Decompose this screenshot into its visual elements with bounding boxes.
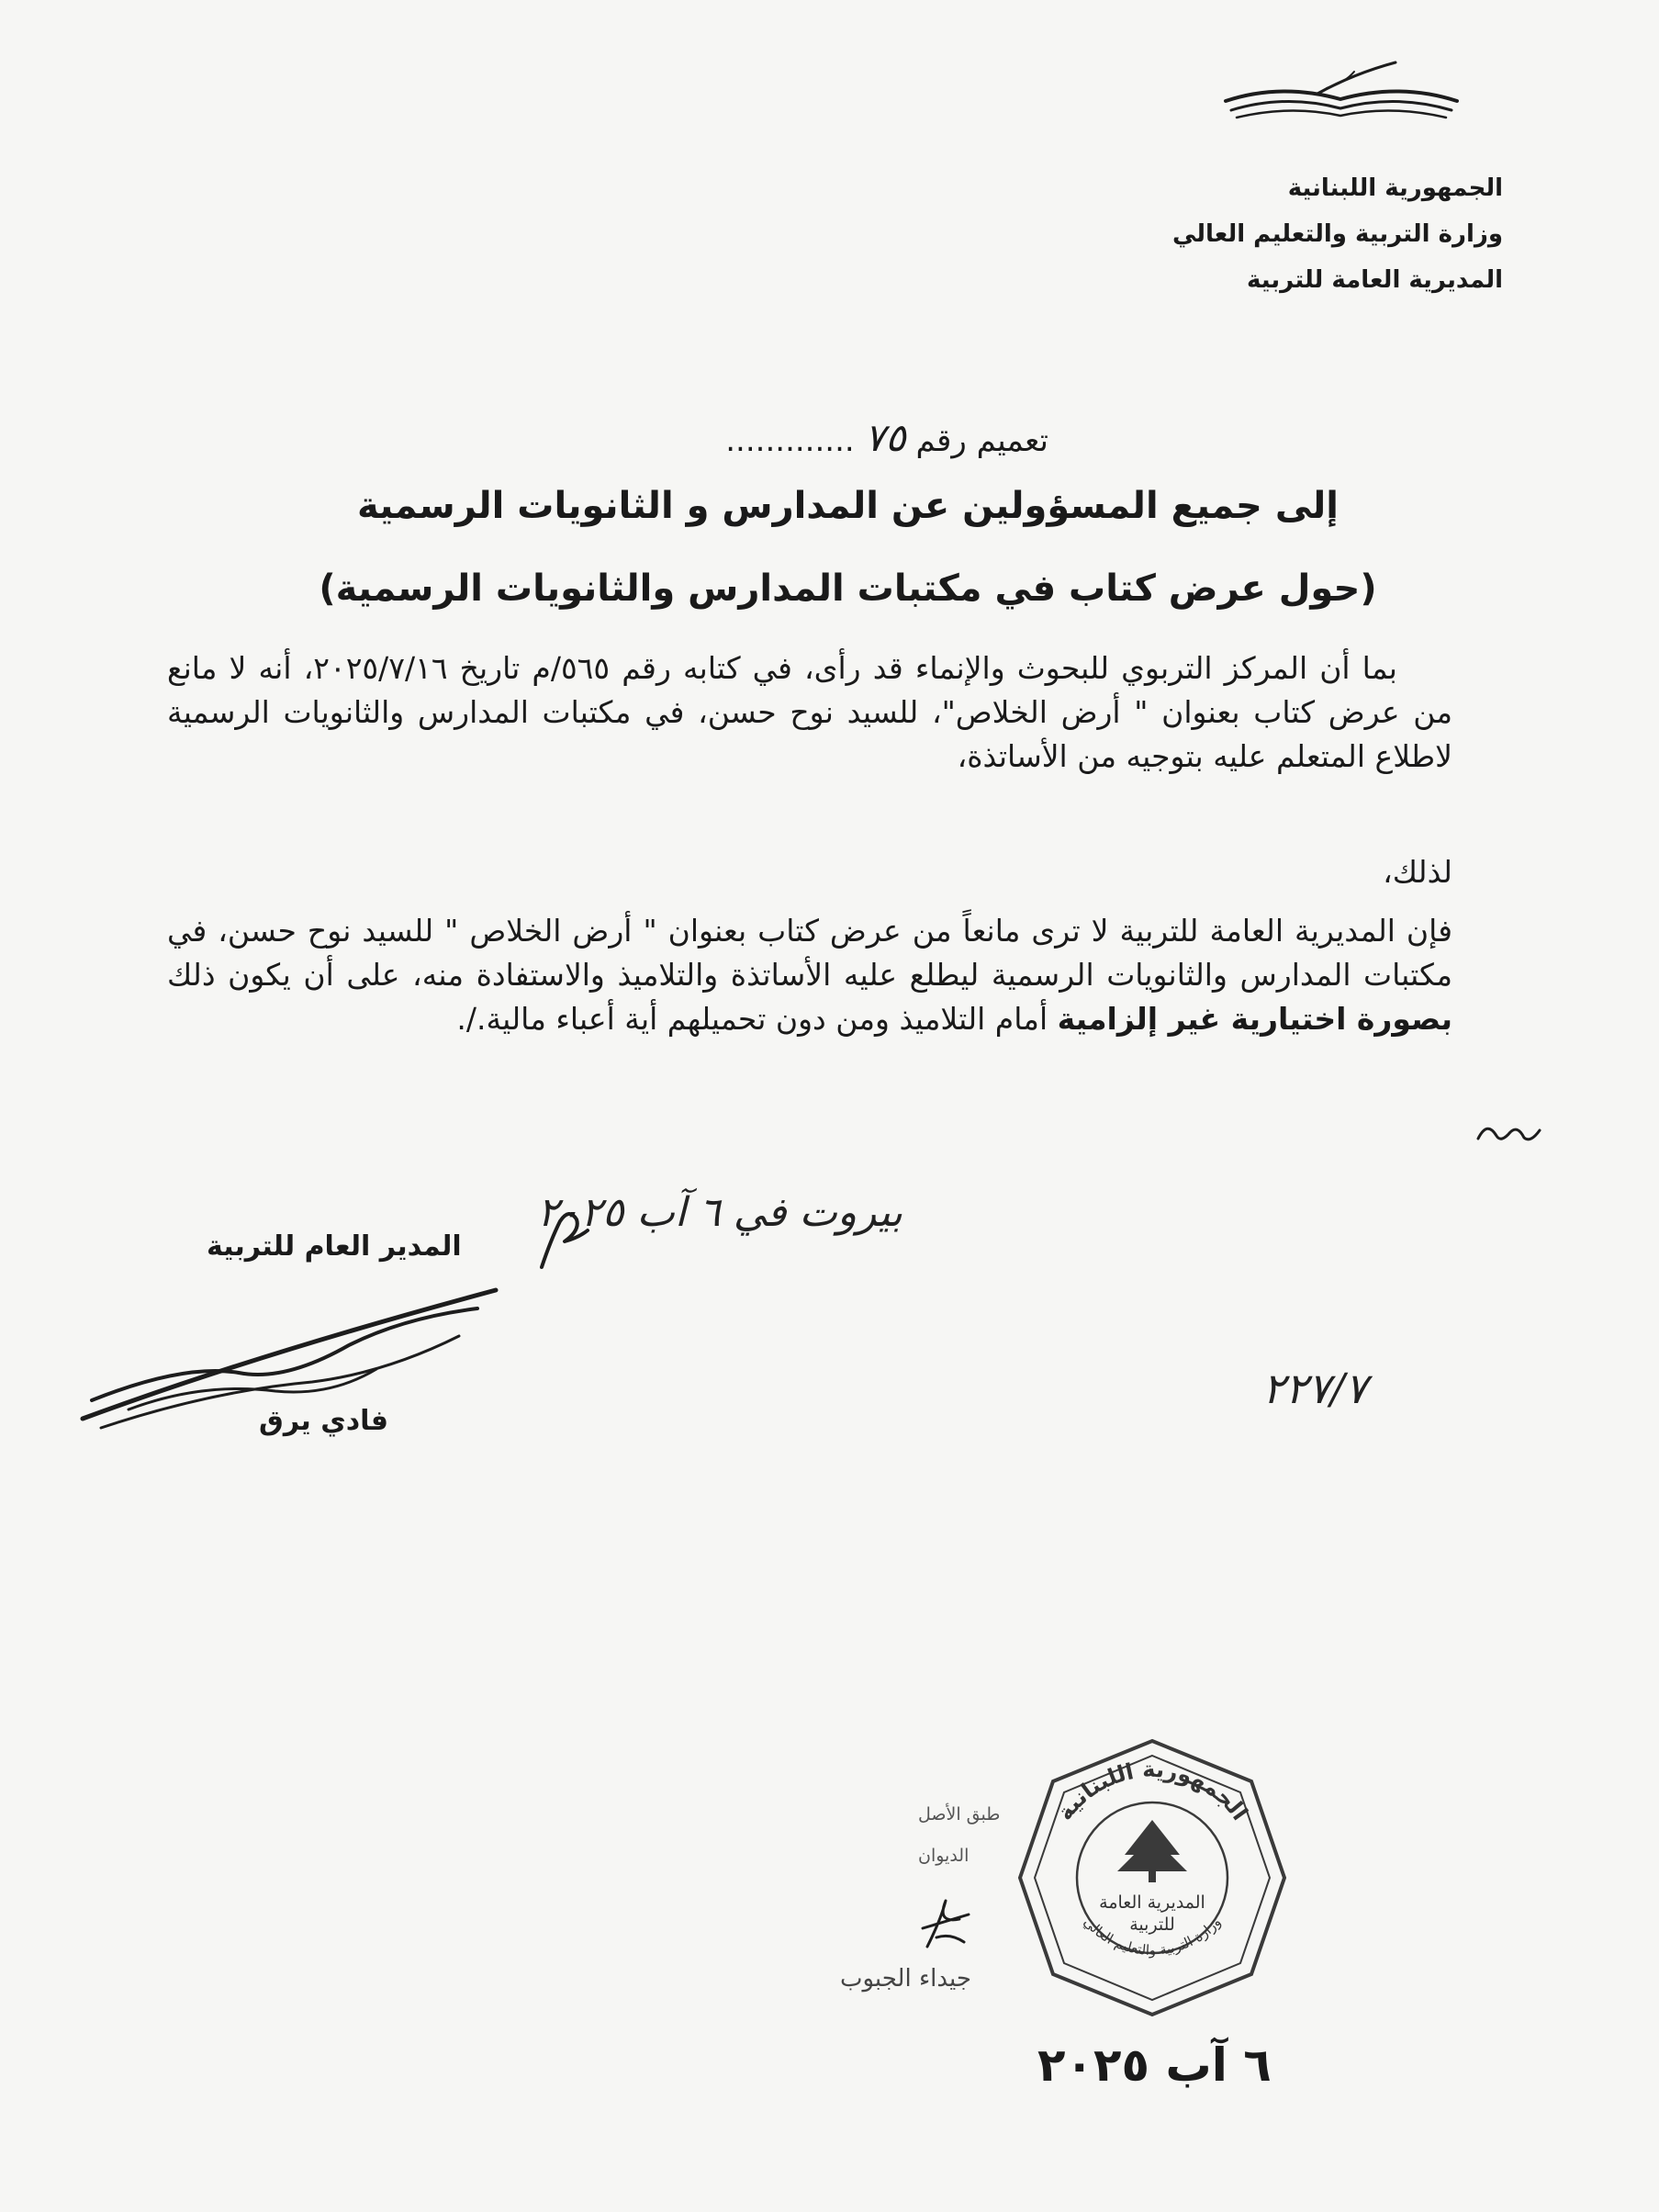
header-line-ministry: وزارة التربية والتعليم العالي	[1171, 220, 1503, 248]
circular-number: ٧٥	[864, 415, 906, 460]
therefore-line: لذلك،	[1383, 854, 1452, 890]
stamp-bottom-ring-text: وزارة التربية والتعليم العالي	[1080, 1914, 1225, 1959]
paragraph-2-start: فإن المديرية العامة للتربية لا ترى مانعاً من عرض كتاب بعنوان " أرض الخلاص " للسيد نوح حسن، في مكتبات المدارس والثانويات الرسمية ليطلع عليه الأساتذة والتلاميذ والاستفادة منه، على أن يكون ذلك	[167, 913, 1452, 993]
clerk-signature	[918, 1892, 973, 1956]
addressee-line: إلى جميع المسؤولين عن المدارس و الثانويات الرسمية	[356, 485, 1340, 527]
stamp-ring-text: الجمهورية اللبنانية	[1051, 1756, 1253, 1825]
body-paragraph-1: بما أن المركز التربوي للبحوث والإنماء قد رأى، في كتابه رقم ٥٦٥/م تاريخ ٢٠٢٥/٧/١٦، أنه لا مانع من عرض كتاب بعنوان " أرض الخلاص"، للسيد نوح حسن، في مكتبات المدارس والثانويات الرسمية لاطلاع المتعلم عليه بتوجيه من الأساتذة،	[167, 650, 1452, 774]
ministry-logo	[1216, 57, 1464, 121]
stamp-label-certified: طبق الأصل	[918, 1804, 1001, 1825]
official-stamp	[1014, 1735, 1290, 2020]
director-title: المدير العام للتربية	[207, 1230, 462, 1263]
margin-initials	[1474, 1116, 1547, 1152]
clerk-name: جيداء الجبوب	[840, 1965, 971, 1993]
stamp-center-line-2: للتربية	[1129, 1914, 1175, 1935]
circular-label: تعميم رقم	[915, 422, 1048, 459]
bottom-date: ٦ آب ٢٠٢٥	[1037, 2038, 1272, 2092]
handwritten-reference: ٢٢٧/٧	[1262, 1364, 1368, 1413]
header-line-republic: الجمهورية اللبنانية	[1287, 174, 1503, 202]
handwritten-date-line: بيروت في ٦ آب ٢٠٢٥	[537, 1189, 902, 1236]
circular-number-line	[725, 415, 1048, 460]
circular-dots: .............	[725, 422, 855, 459]
paragraph-2-end: أمام التلاميذ ومن دون تحميلهم أية أعباء مالية./.	[456, 1001, 1048, 1037]
cedar-tree-icon	[1117, 1820, 1187, 1882]
stamp-center-line-1: المديرية العامة	[1099, 1892, 1205, 1913]
subject-line: (حول عرض كتاب في مكتبات المدارس والثانويات الرسمية)	[319, 567, 1377, 610]
director-name: فادي يرق	[259, 1405, 388, 1437]
director-initial-mark	[523, 1203, 597, 1276]
header-line-directorate: المديرية العامة للتربية	[1247, 266, 1503, 294]
body-paragraph-2	[167, 909, 1452, 1041]
stamp-label-office: الديوان	[918, 1846, 970, 1866]
ministry-header	[1081, 165, 1503, 303]
paragraph-2-emphasis: بصورة اختيارية غير إلزامية	[1057, 1001, 1452, 1037]
